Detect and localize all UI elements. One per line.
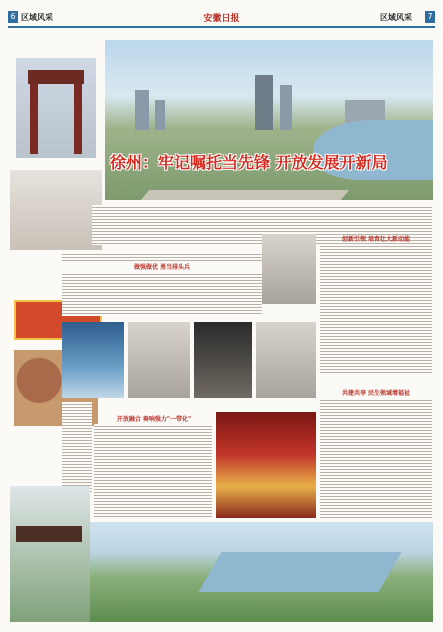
headline: 徐州：牢记嘱托当先锋 开放发展开新局 — [110, 153, 388, 172]
page-number-left: 6 — [8, 11, 18, 23]
hero-photo-city — [105, 40, 433, 200]
photo-pavilion — [10, 486, 90, 622]
article-text — [62, 272, 262, 316]
masthead: 安徽日报 — [203, 13, 240, 24]
page-header — [8, 8, 435, 26]
photo-conference-hall — [216, 412, 316, 518]
section-name-left: 区域风采 — [21, 12, 53, 22]
photo-city-gate — [16, 58, 96, 158]
photo-factory-robot — [262, 234, 316, 304]
photo-shopping-street — [10, 170, 102, 250]
bottom-panorama-photo — [90, 522, 433, 622]
page-number-right: 7 — [425, 11, 435, 23]
article-text — [320, 398, 432, 518]
article-text — [62, 252, 262, 262]
article-text — [94, 424, 212, 518]
section-heading-2: 创新引领 培育壮大新动能 — [341, 236, 411, 243]
photo-industrial — [128, 322, 190, 398]
article-text — [62, 402, 92, 492]
header-rule — [8, 26, 435, 28]
section-name-right: 区域风采 — [380, 12, 412, 22]
section-heading-4: 共建共享 民生领域增福祉 — [341, 390, 411, 397]
section-heading-3: 开放融合 奏响强力"一带化" — [116, 416, 192, 423]
section-heading-1: 做强做优 勇当排头兵 — [133, 264, 191, 271]
photo-assembly-hall — [256, 322, 316, 398]
photo-highway — [62, 322, 124, 398]
photo-workshop — [194, 322, 252, 398]
article-text — [320, 244, 432, 374]
